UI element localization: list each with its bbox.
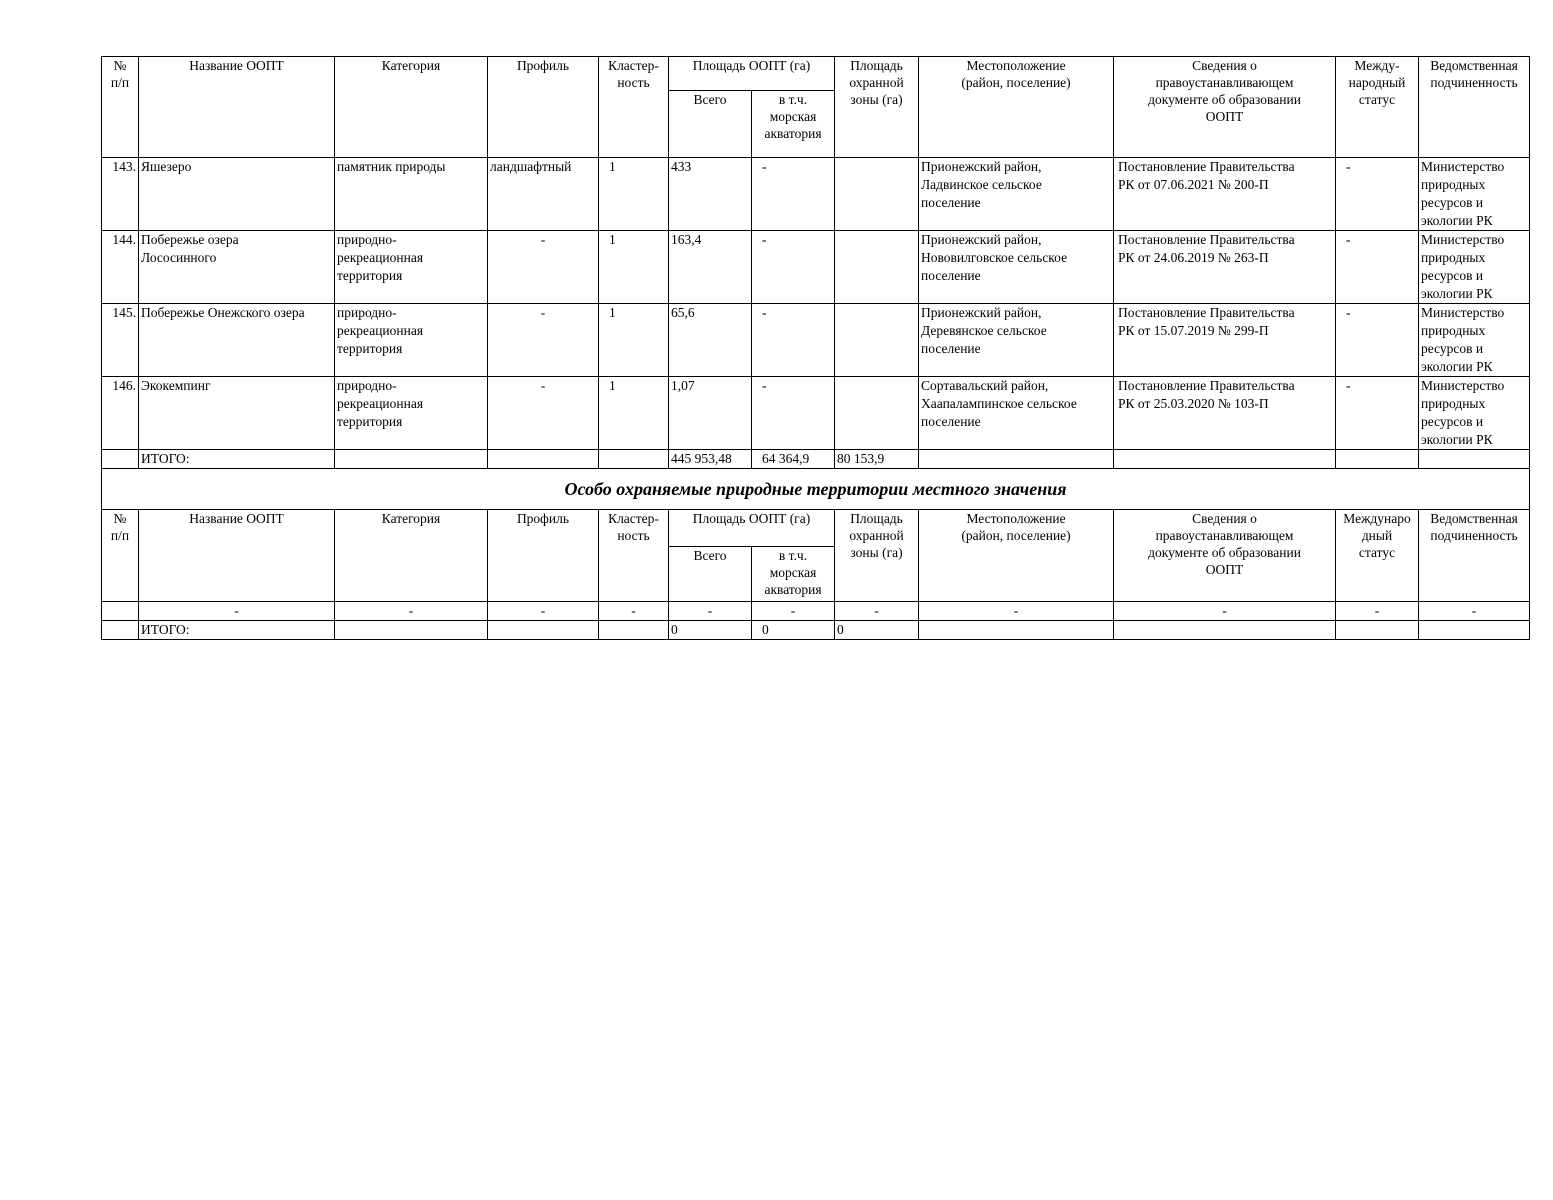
header-name: Название ООПТ — [139, 510, 335, 602]
cell-dept: Министерство природных ресурсов и экологии РК — [1419, 304, 1530, 377]
cell-intl-status: - — [1336, 602, 1419, 621]
cell-name: Экокемпинг — [139, 377, 335, 450]
header-intl-status: Между- народный статус — [1336, 57, 1419, 158]
cell-category: природно- рекреационная территория — [335, 377, 488, 450]
cell-name: Побережье озера Лососинного — [139, 231, 335, 304]
cell-area-marine: - — [752, 377, 835, 450]
cell-buffer-area — [835, 377, 919, 450]
cell-dept: Министерство природных ресурсов и экологии РК — [1419, 377, 1530, 450]
cell-profile: - — [488, 231, 599, 304]
cell-document — [1114, 621, 1336, 640]
total-buffer-area: 0 — [835, 621, 919, 640]
section-row — [102, 469, 1530, 510]
header-location: Местоположение (район, поселение) — [919, 510, 1114, 602]
cell-document: Постановление Правительства РК от 25.03.2020 № 103-П — [1114, 377, 1336, 450]
table-row — [102, 304, 1530, 377]
cell-buffer-area: - — [835, 602, 919, 621]
cell-buffer-area — [835, 231, 919, 304]
total-label: ИТОГО: — [139, 450, 335, 469]
cell-dept: Министерство природных ресурсов и экологии РК — [1419, 231, 1530, 304]
cell-dept — [1419, 621, 1530, 640]
total-area-total: 445 953,48 — [669, 450, 752, 469]
table-row — [102, 602, 1530, 621]
cell-dept: - — [1419, 602, 1530, 621]
total-row — [102, 450, 1530, 469]
header-buffer-area: Площадь охранной зоны (га) — [835, 510, 919, 602]
cell-location: Сортавальский район, Хаапалампинское сельское поселение — [919, 377, 1114, 450]
header-row-2 — [102, 510, 1530, 547]
header-document: Сведения о правоустанавливающем документе об образовании ООПТ — [1114, 57, 1336, 158]
cell-area-marine: - — [752, 231, 835, 304]
cell-area-total: 1,07 — [669, 377, 752, 450]
cell-cluster — [599, 450, 669, 469]
cell-profile: ландшафтный — [488, 158, 599, 231]
cell-area-total: 65,6 — [669, 304, 752, 377]
cell-cluster — [599, 621, 669, 640]
cell-name: Яшезеро — [139, 158, 335, 231]
cell-location: Прионежский район, Нововилговское сельское поселение — [919, 231, 1114, 304]
cell-category: природно- рекреационная территория — [335, 304, 488, 377]
cell-document: Постановление Правительства РК от 07.06.2021 № 200-П — [1114, 158, 1336, 231]
cell-intl-status: - — [1336, 158, 1419, 231]
total-area-marine: 64 364,9 — [752, 450, 835, 469]
cell-area-total: 163,4 — [669, 231, 752, 304]
cell-num: 145. — [102, 304, 139, 377]
cell-location: Прионежский район, Деревянское сельское поселение — [919, 304, 1114, 377]
cell-area-marine: - — [752, 158, 835, 231]
cell-num: 143. — [102, 158, 139, 231]
header-intl-status: Междунаро дный статус — [1336, 510, 1419, 602]
cell-num: 146. — [102, 377, 139, 450]
cell-cluster: 1 — [599, 377, 669, 450]
cell-profile — [488, 450, 599, 469]
cell-location — [919, 621, 1114, 640]
total-row — [102, 621, 1530, 640]
cell-buffer-area — [835, 158, 919, 231]
header-area-marine: в т.ч. морская акватория — [752, 91, 835, 158]
header-area-marine: в т.ч. морская акватория — [752, 547, 835, 602]
total-area-marine: 0 — [752, 621, 835, 640]
cell-num — [102, 450, 139, 469]
header-cluster: Кластер- ность — [599, 57, 669, 158]
cell-document: Постановление Правительства РК от 15.07.2019 № 299-П — [1114, 304, 1336, 377]
header-dept: Ведомственная подчиненность — [1419, 510, 1530, 602]
oopt-table — [101, 56, 1530, 640]
cell-num — [102, 621, 139, 640]
cell-buffer-area — [835, 304, 919, 377]
cell-document — [1114, 450, 1336, 469]
cell-document: - — [1114, 602, 1336, 621]
table-row — [102, 231, 1530, 304]
total-label: ИТОГО: — [139, 621, 335, 640]
header-profile: Профиль — [488, 510, 599, 602]
cell-area-marine: - — [752, 304, 835, 377]
cell-category: природно- рекреационная территория — [335, 231, 488, 304]
header-cluster: Кластер- ность — [599, 510, 669, 602]
table-row — [102, 377, 1530, 450]
cell-dept — [1419, 450, 1530, 469]
cell-category — [335, 450, 488, 469]
cell-intl-status: - — [1336, 377, 1419, 450]
cell-intl-status — [1336, 621, 1419, 640]
table-row — [102, 158, 1530, 231]
cell-category: памятник природы — [335, 158, 488, 231]
header-category: Категория — [335, 510, 488, 602]
header-num: № п/п — [102, 57, 139, 158]
total-buffer-area: 80 153,9 — [835, 450, 919, 469]
cell-name: Побережье Онежского озера — [139, 304, 335, 377]
cell-cluster: 1 — [599, 304, 669, 377]
header-location: Местоположение (район, поселение) — [919, 57, 1114, 158]
cell-document: Постановление Правительства РК от 24.06.2019 № 263-П — [1114, 231, 1336, 304]
cell-location — [919, 450, 1114, 469]
header-document: Сведения о правоустанавливающем документе об образовании ООПТ — [1114, 510, 1336, 602]
header-category: Категория — [335, 57, 488, 158]
cell-location: - — [919, 602, 1114, 621]
cell-intl-status — [1336, 450, 1419, 469]
header-buffer-area: Площадь охранной зоны (га) — [835, 57, 919, 158]
cell-profile: - — [488, 377, 599, 450]
cell-dept: Министерство природных ресурсов и экологии РК — [1419, 158, 1530, 231]
section-title: Особо охраняемые природные территории местного значения — [102, 469, 1530, 510]
cell-area-total: 433 — [669, 158, 752, 231]
cell-profile: - — [488, 602, 599, 621]
cell-cluster: 1 — [599, 231, 669, 304]
header-name: Название ООПТ — [139, 57, 335, 158]
total-area-total: 0 — [669, 621, 752, 640]
header-dept: Ведомственная подчиненность — [1419, 57, 1530, 158]
header-area-total: Всего — [669, 91, 752, 158]
cell-profile: - — [488, 304, 599, 377]
cell-area-total: - — [669, 602, 752, 621]
cell-name: - — [139, 602, 335, 621]
cell-num — [102, 602, 139, 621]
cell-profile — [488, 621, 599, 640]
cell-num: 144. — [102, 231, 139, 304]
header-area-total: Всего — [669, 547, 752, 602]
cell-cluster: 1 — [599, 158, 669, 231]
header-row — [102, 57, 1530, 91]
cell-category — [335, 621, 488, 640]
cell-intl-status: - — [1336, 231, 1419, 304]
cell-location: Прионежский район, Ладвинское сельское поселение — [919, 158, 1114, 231]
cell-area-marine: - — [752, 602, 835, 621]
header-area-group: Площадь ООПТ (га) — [669, 57, 835, 91]
header-area-group: Площадь ООПТ (га) — [669, 510, 835, 547]
cell-intl-status: - — [1336, 304, 1419, 377]
header-num: № п/п — [102, 510, 139, 602]
header-profile: Профиль — [488, 57, 599, 158]
cell-cluster: - — [599, 602, 669, 621]
cell-category: - — [335, 602, 488, 621]
